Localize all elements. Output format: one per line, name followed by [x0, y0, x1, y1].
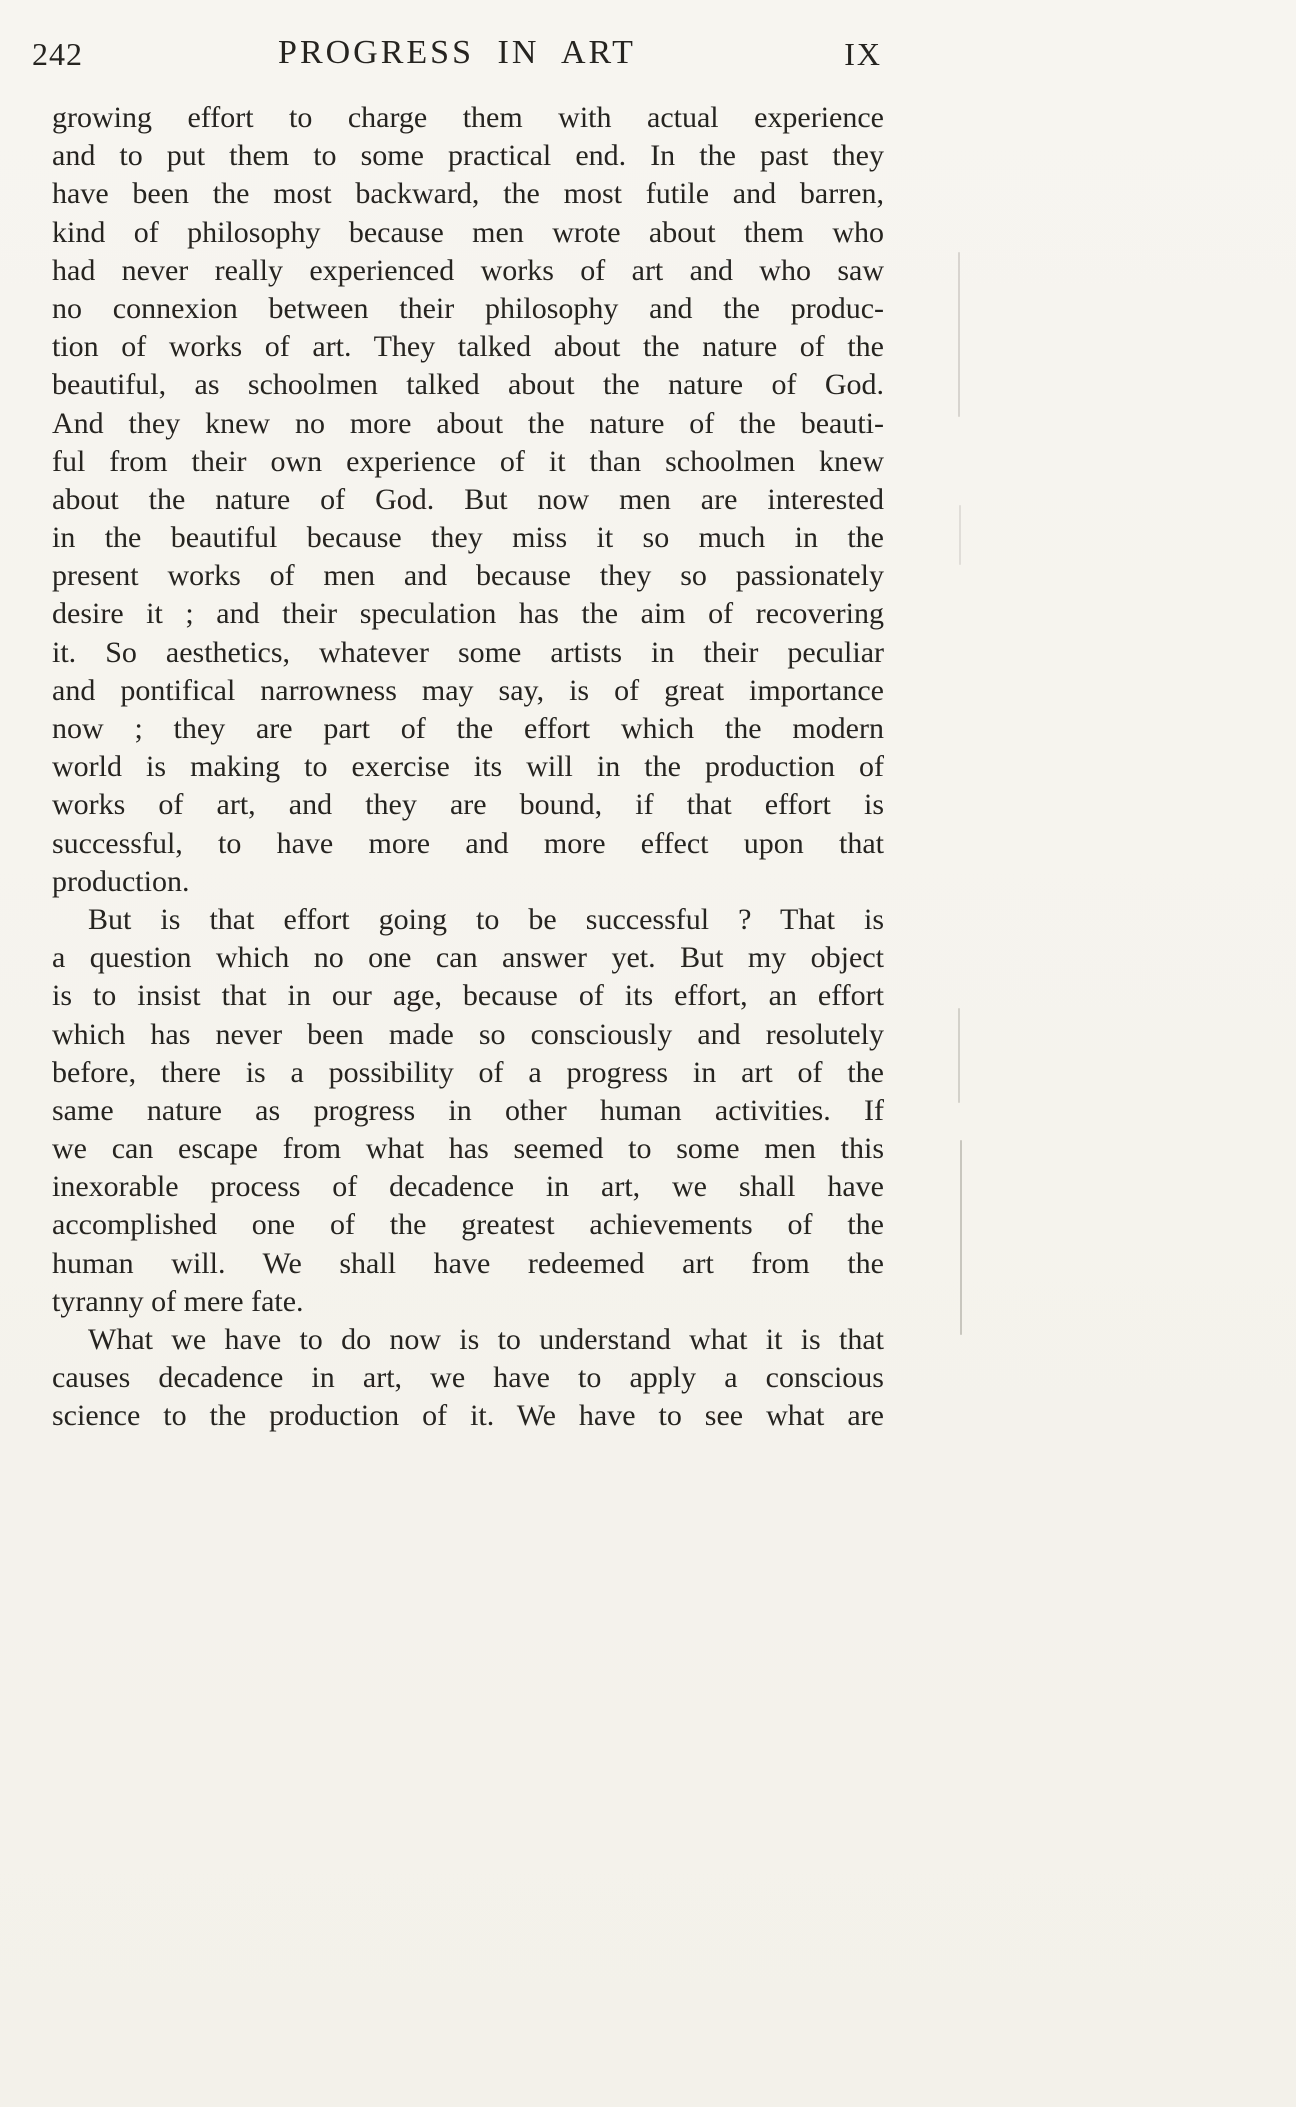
text-line: accomplished one of the greatest achievements of the: [52, 1208, 884, 1242]
text-line: ful from their own experience of it than schoolmen knew: [52, 444, 884, 478]
text-line: had never really experienced works of art and who saw: [52, 253, 884, 287]
text-line: is to insist that in our age, because of its effort, an effort: [52, 979, 884, 1013]
text-line: now ; they are part of the effort which the modern: [52, 712, 884, 745]
text-line: no connexion between their philosophy and the produc-: [52, 291, 884, 325]
text-line: about the nature of God. But now men are interested: [52, 482, 884, 516]
body-text: [52, 99, 884, 1436]
text-line: growing effort to charge them with actual experience: [52, 101, 884, 134]
scan-artifact-line: [958, 1008, 960, 1103]
text-line: And they knew no more about the nature of the beauti-: [52, 406, 884, 440]
text-line: What we have to do now is to understand what it is that: [88, 1323, 884, 1356]
text-line: tyranny of mere fate.: [52, 1284, 304, 1318]
running-title: PROGRESS IN ART: [278, 34, 636, 71]
text-line: beautiful, as schoolmen talked about the nature of God.: [52, 368, 884, 402]
chapter-number: IX: [844, 36, 882, 72]
scan-artifact-line: [960, 1140, 962, 1335]
text-line: a question which no one can answer yet. But my object: [52, 941, 884, 975]
text-line: inexorable process of decadence in art, we shall have: [52, 1170, 884, 1204]
text-line: tion of works of art. They talked about the nature of the: [52, 330, 884, 364]
text-line: and pontifical narrowness may say, is of great importance: [52, 673, 884, 707]
text-line: present works of men and because they so passionately: [52, 559, 884, 593]
text-line: kind of philosophy because men wrote about them who: [52, 215, 884, 249]
page-number: 242: [32, 36, 83, 72]
text-line: same nature as progress in other human activities. If: [52, 1093, 884, 1127]
text-line: causes decadence in art, we have to apply a conscious: [52, 1361, 884, 1395]
scan-artifact-line: [959, 505, 961, 565]
text-line: have been the most backward, the most futile and barren,: [52, 177, 884, 211]
scan-artifact-line: [958, 252, 960, 417]
text-line: world is making to exercise its will in the production of: [52, 750, 884, 784]
text-line: works of art, and they are bound, if that effort is: [52, 788, 884, 822]
text-line: which has never been made so consciously and resolutely: [52, 1017, 884, 1051]
text-line: before, there is a possibility of a progress in art of the: [52, 1055, 884, 1089]
text-line: we can escape from what has seemed to some men this: [52, 1132, 884, 1166]
text-line: desire it ; and their speculation has the aim of recovering: [52, 597, 884, 631]
text-line: human will. We shall have redeemed art from the: [52, 1246, 884, 1280]
text-line: and to put them to some practical end. In the past they: [52, 139, 884, 173]
text-line: it. So aesthetics, whatever some artists in their peculiar: [52, 635, 884, 669]
text-line: science to the production of it. We have to see what are: [52, 1399, 884, 1433]
running-header: [32, 34, 882, 80]
text-line: production.: [52, 864, 190, 898]
text-line: in the beautiful because they miss it so much in the: [52, 521, 884, 555]
text-line: successful, to have more and more effect upon that: [52, 826, 884, 860]
text-line: But is that effort going to be successful ? That is: [88, 902, 884, 936]
